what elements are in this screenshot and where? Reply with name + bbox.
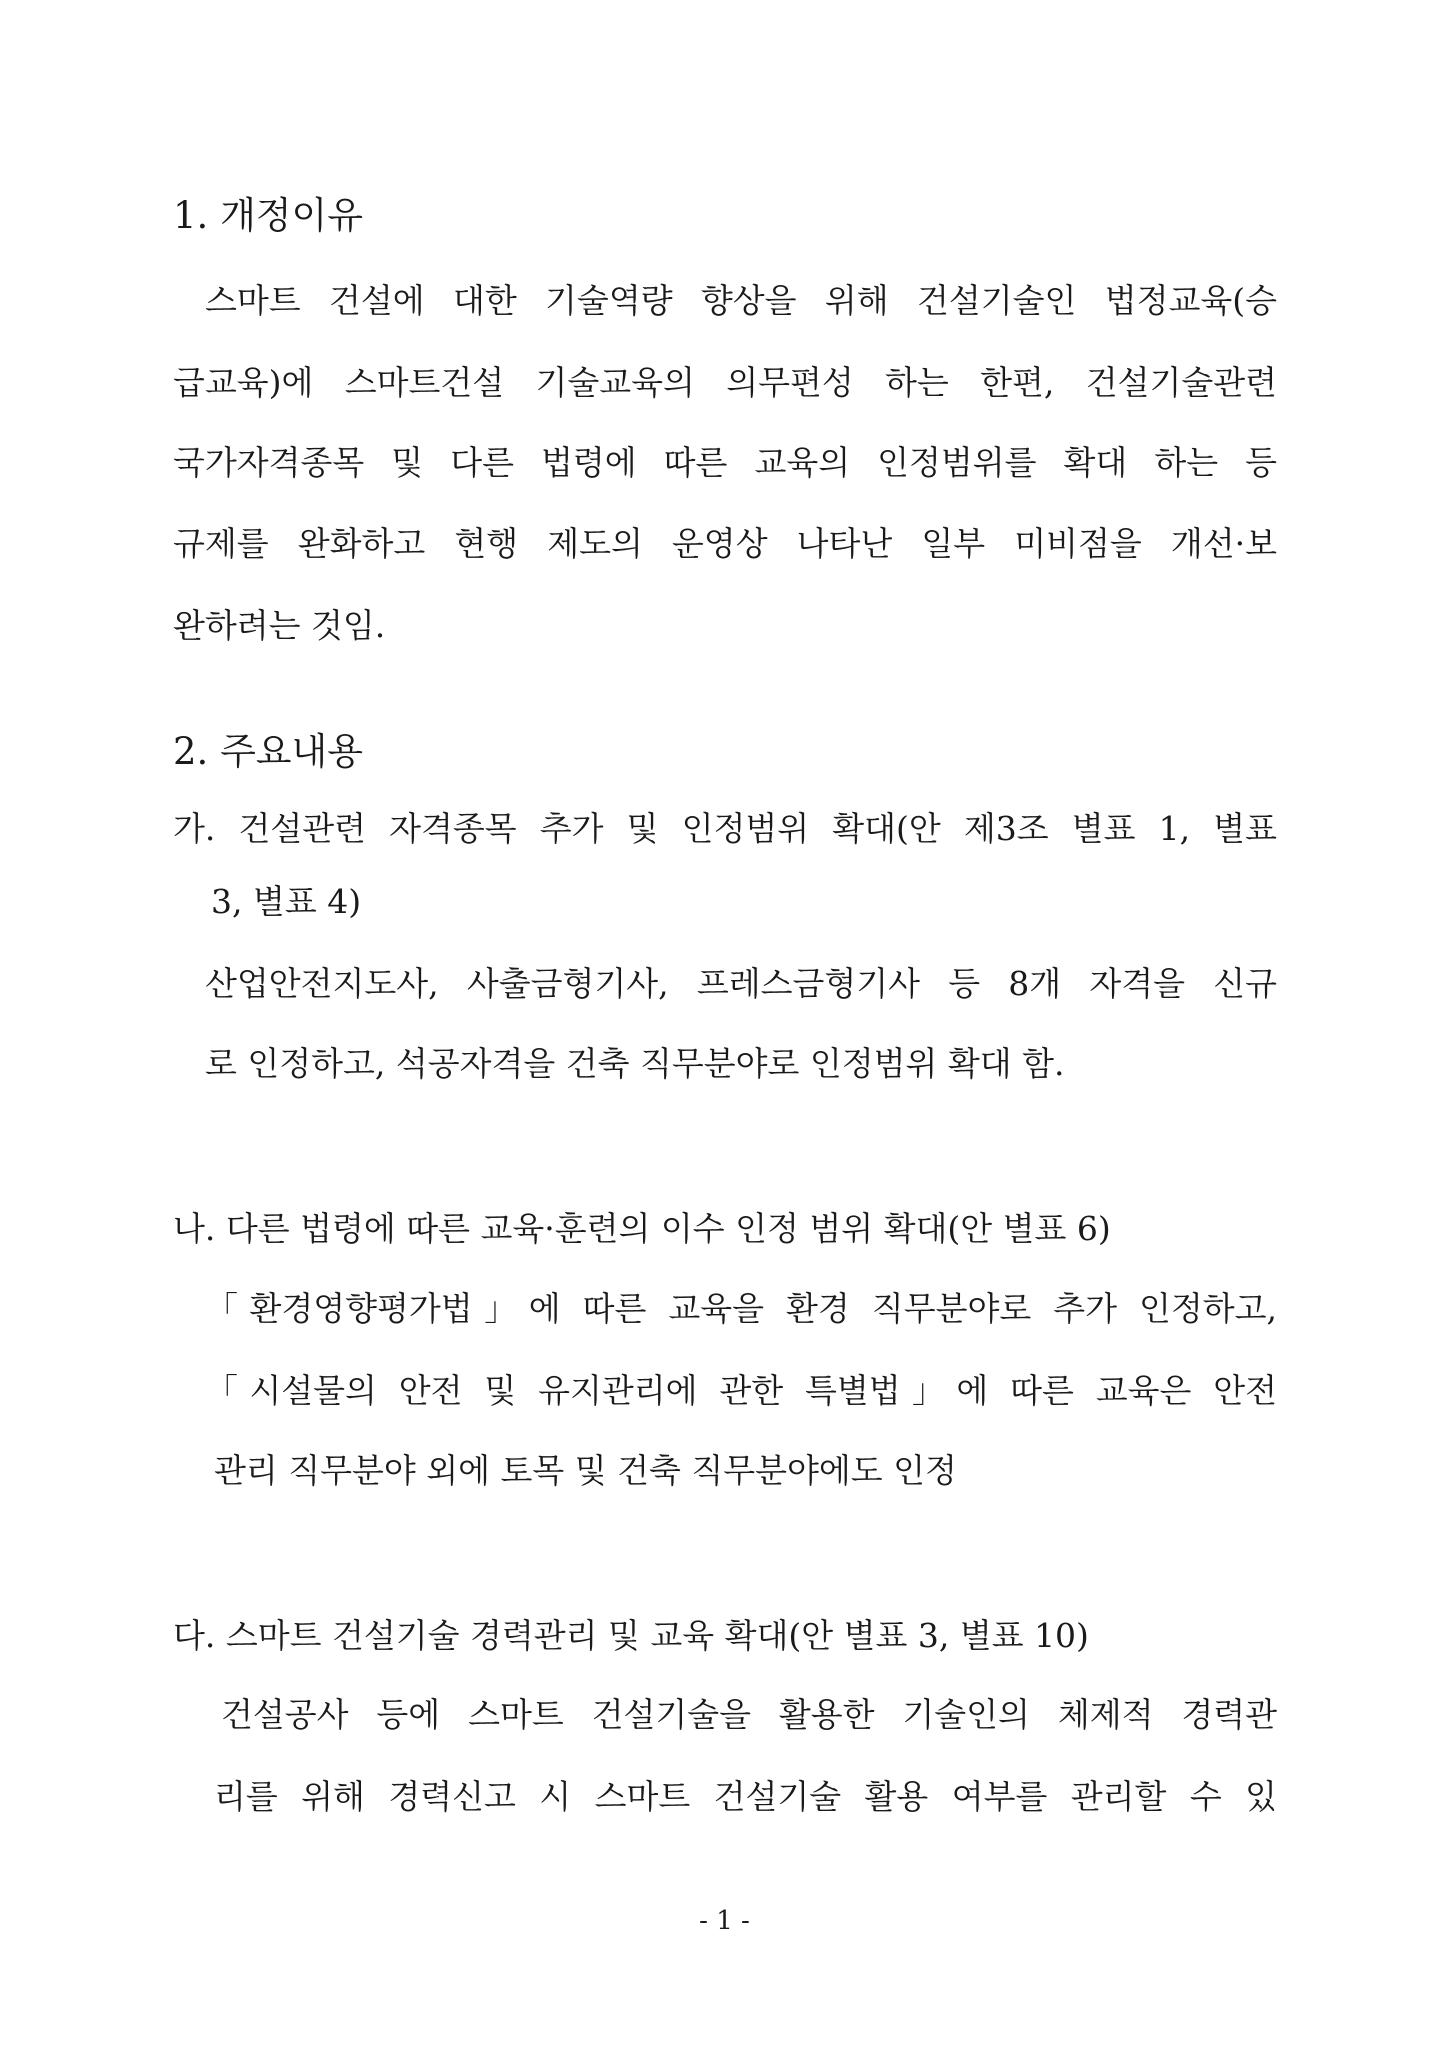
- item-ga-title-1: 가. 건설관련 자격종목 추가 및 인정범위 확대(안 제3조 별표 1, 별표: [173, 809, 1277, 848]
- item-ga-body-1: 산업안전지도사, 사출금형기사, 프레스금형기사 등 8개 자격을 신규: [205, 964, 1277, 1003]
- section1-heading: 1. 개정이유: [173, 194, 364, 237]
- item-na-body-3: 관리 직무분야 외에 토목 및 건축 직무분야에도 인정: [214, 1451, 957, 1490]
- item-da-body-2: 리를 위해 경력신고 시 스마트 건설기술 활용 여부를 관리할 수 있: [214, 1777, 1277, 1816]
- item-da-body-1: 건설공사 등에 스마트 건설기술을 활용한 기술인의 체제적 경력관: [221, 1695, 1277, 1734]
- item-na-body-2: 「시설물의 안전 및 유지관리에 관한 특별법」에 따른 교육은 안전: [205, 1371, 1277, 1410]
- item-na-title: 나. 다른 법령에 따른 교육·훈련의 이수 인정 범위 확대(안 별표 6): [173, 1209, 1111, 1248]
- section2-heading: 2. 주요내용: [173, 730, 364, 773]
- section1-line-1: 스마트 건설에 대한 기술역량 향상을 위해 건설기술인 법정교육(승: [205, 281, 1277, 320]
- section1-line-4: 규제를 완화하고 현행 제도의 운영상 나타난 일부 미비점을 개선·보: [173, 524, 1277, 563]
- item-da-title: 다. 스마트 건설기술 경력관리 및 교육 확대(안 별표 3, 별표 10): [173, 1616, 1089, 1655]
- page-number: - 1 -: [699, 1906, 750, 1936]
- item-ga-title-2: 3, 별표 4): [211, 882, 362, 921]
- section1-line-5: 완하려는 것임.: [173, 606, 386, 645]
- section1-line-2: 급교육)에 스마트건설 기술교육의 의무편성 하는 한편, 건설기술관련: [173, 363, 1277, 402]
- section1-line-3: 국가자격종목 및 다른 법령에 따른 교육의 인정범위를 확대 하는 등: [173, 443, 1277, 482]
- item-ga-body-2: 로 인정하고, 석공자격을 건축 직무분야로 인정범위 확대 함.: [205, 1044, 1065, 1083]
- item-na-body-1: 「환경영향평가법」에 따른 교육을 환경 직무분야로 추가 인정하고,: [205, 1289, 1277, 1328]
